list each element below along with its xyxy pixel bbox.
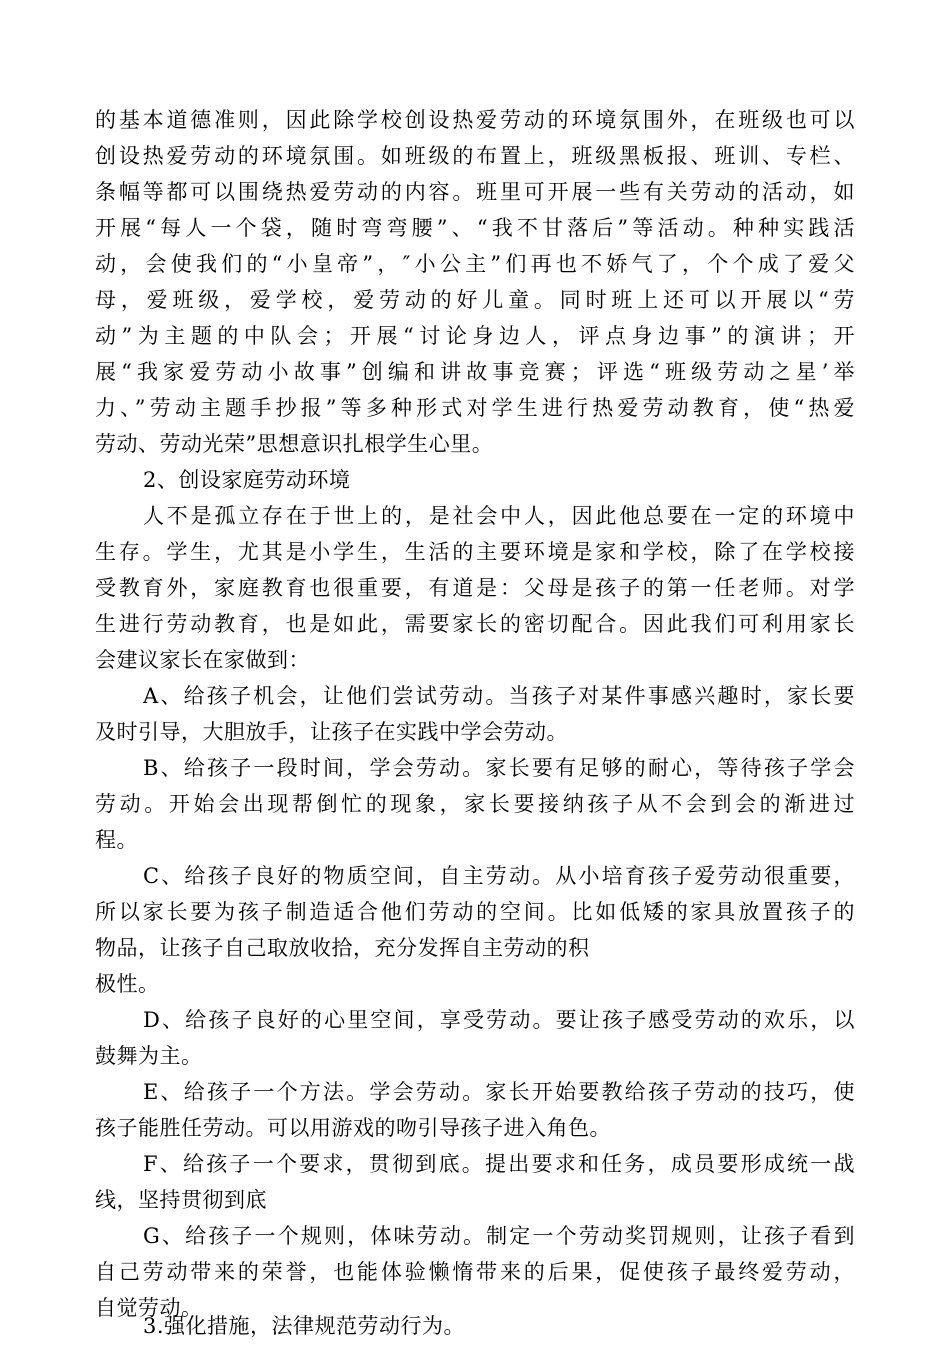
- text-line: 自己劳动带来的荣誉，也能体验懒惰带来的后果，促使孩子最终爱劳动，: [95, 1260, 855, 1284]
- text-line: 自觉劳动。: [95, 1296, 203, 1320]
- text-line: 母，爱班级，爱学校，爱劳动的好儿童。同时班上还可以开展以“劳: [95, 288, 855, 312]
- text-line: 程。: [95, 828, 138, 852]
- text-line: 生存。学生，尤其是小学生，生活的主要环境是家和学校，除了在学校接: [95, 540, 855, 564]
- list-item-a: A、给孩子机会，让他们尝试劳动。当孩子对某件事感兴趣时，家长要: [143, 684, 855, 708]
- text-line: 条幅等都可以围绕热爱劳动的内容。班里可开展一些有关劳动的活动，如: [95, 180, 855, 204]
- text-line: 展“我家爱劳动小故事”创编和讲故事竞赛；评选“班级劳动之星’举: [95, 360, 855, 384]
- section-heading: 3.强化措施，法律规范劳动行为。: [143, 1314, 466, 1338]
- list-item-d: D、给孩子良好的心里空间，享受劳动。要让孩子感受劳动的欢乐，以: [143, 1008, 855, 1032]
- text-line: 力、”劳动主题手抄报”等多种形式对学生进行热爱劳动教育，使“热爱: [95, 396, 855, 420]
- text-line: 孩子能胜任劳动。可以用游戏的吻引导孩子进入角色。: [95, 1116, 611, 1140]
- text-line: 鼓舞为主。: [95, 1044, 203, 1068]
- text-line: 极性。: [95, 972, 160, 996]
- list-item-b: B、给孩子一段时间，学会劳动。家长要有足够的耐心，等待孩子学会: [143, 756, 855, 780]
- text-line: 受教育外，家庭教育也很重要，有道是：父母是孩子的第一任老师。对学: [95, 576, 855, 600]
- text-line: 生进行劳动教育，也是如此，需要家长的密切配合。因此我们可利用家长: [95, 612, 855, 636]
- text-line: 人不是孤立存在于世上的，是社会中人，因此他总要在一定的环境中: [143, 504, 855, 528]
- list-item-c: C、给孩子良好的物质空间，自主劳动。从小培育孩子爱劳动很重要，: [143, 864, 855, 888]
- text-line: 会建议家长在家做到：: [95, 648, 310, 672]
- list-item-g: G、给孩子一个规则，体味劳动。制定一个劳动奖罚规则，让孩子看到: [143, 1224, 855, 1248]
- text-line: 创设热爱劳动的环境氛围。如班级的布置上，班级黑板报、班训、专栏、: [95, 144, 855, 168]
- text-line: 的基本道德准则，因此除学校创设热爱劳动的环境氛围外，在班级也可以: [95, 108, 855, 132]
- text-line: 劳动、劳动光荣”思想意识扎根学生心里。: [95, 432, 494, 456]
- text-line: 物品，让孩子自己取放收拾，充分发挥自主劳动的积: [95, 936, 590, 960]
- text-line: 所以家长要为孩子制造适合他们劳动的空间。比如低矮的家具放置孩子的: [95, 900, 855, 924]
- text-line: 线，坚持贯彻到底: [95, 1188, 267, 1212]
- text-line: 开展“每人一个袋，随时弯弯腰”、“我不甘落后”等活动。种种实践活: [95, 216, 855, 240]
- text-line: 动”为主题的中队会；开展“讨论身边人，评点身边事”的演讲；开: [95, 324, 855, 348]
- list-item-f: F、给孩子一个要求，贯彻到底。提出要求和任务，成员要形成统一战: [143, 1152, 855, 1176]
- text-line: 动，会使我们的“小皇帝”，″小公主”们再也不娇气了，个个成了爱父: [95, 252, 855, 276]
- text-line: 及时引导，大胆放手，让孩子在实践中学会劳动。: [95, 720, 568, 744]
- section-heading: 2、创设家庭劳动环境: [143, 468, 351, 492]
- list-item-e: E、给孩子一个方法。学会劳动。家长开始要教给孩子劳动的技巧，使: [143, 1080, 855, 1104]
- text-line: 劳动。开始会出现帮倒忙的现象，家长要接纳孩子从不会到会的渐进过: [95, 792, 855, 816]
